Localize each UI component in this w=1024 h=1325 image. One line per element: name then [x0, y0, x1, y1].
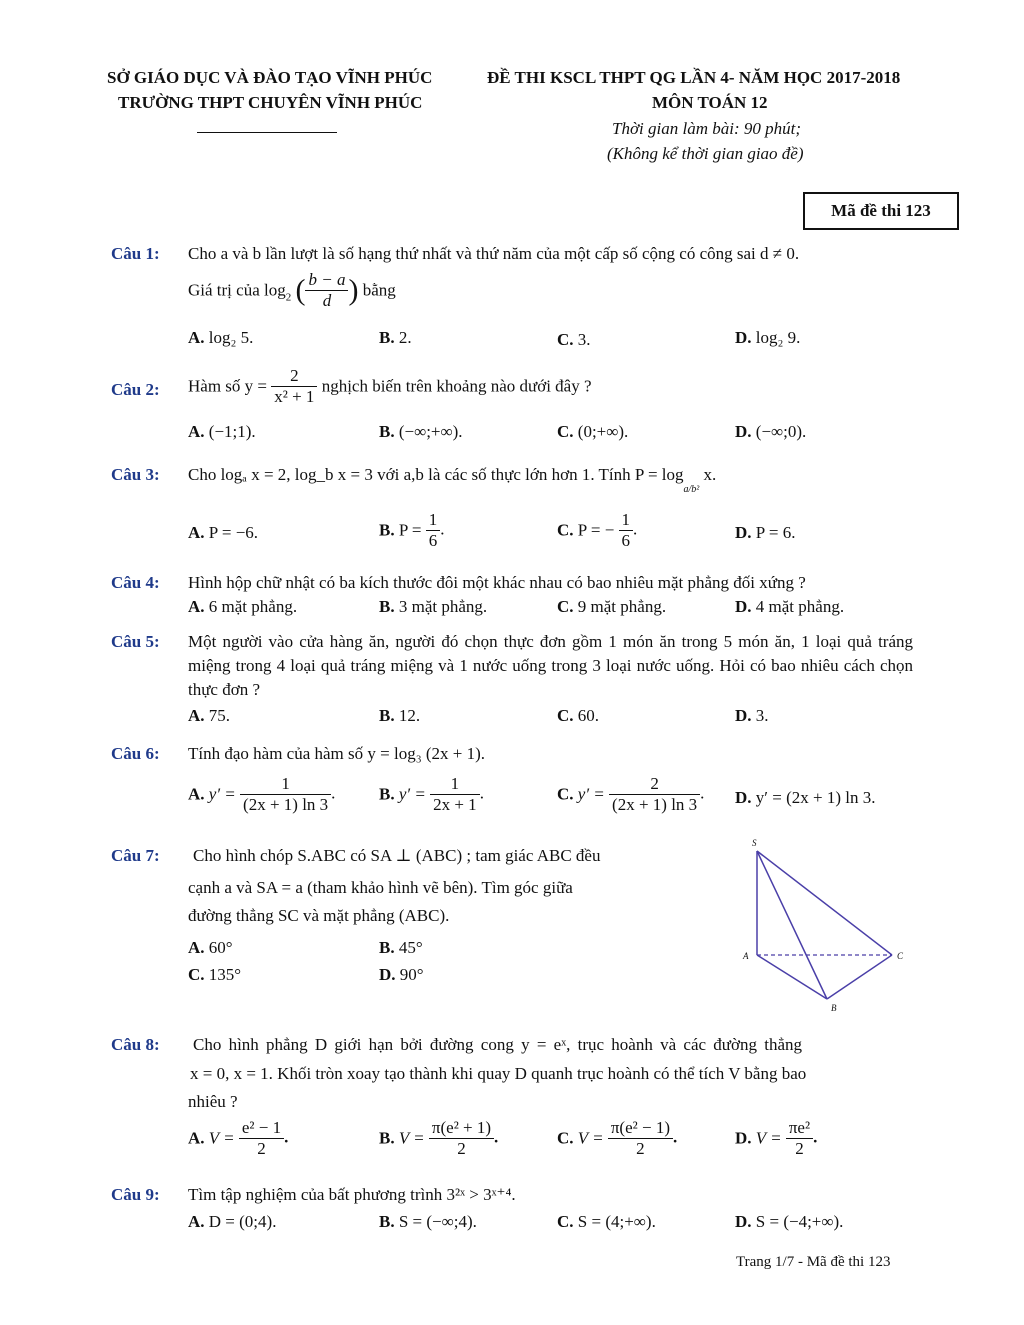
q2-option-b: B. (−∞;+∞). — [379, 422, 463, 441]
q4-option-a: A. 6 mặt phẳng. — [188, 597, 298, 616]
question-4-text: Hình hộp chữ nhật có ba kích thước đôi một khác nhau có bao nhiêu mặt phẳng đối xứng ? — [188, 573, 806, 592]
exam-title: ĐỀ THI KSCL THPT QG LẦN 4- NĂM HỌC 2017-2018 — [487, 68, 901, 87]
subject-title: MÔN TOÁN 12 — [652, 93, 768, 112]
question-9-label: Câu 9: — [111, 1185, 160, 1204]
vertex-s-label: S — [752, 838, 757, 848]
q4-option-d: D. 4 mặt phẳng. — [735, 597, 845, 616]
q3-option-a: A. P = −6. — [188, 523, 259, 542]
question-1-text: Cho a và b lần lượt là số hạng thứ nhất và thứ năm của một cấp số cộng có công sai d ≠ 0. — [188, 244, 800, 263]
q9-option-b: B. S = (−∞;4). — [379, 1212, 477, 1231]
page-footer: Trang 1/7 - Mã đề thi 123 — [736, 1254, 891, 1270]
q1-option-d: D. log₂ 9. — [735, 328, 801, 347]
question-7-label: Câu 7: — [111, 846, 160, 865]
q8-option-b: B. V = $\frac{\text{π(e² + 1)}}{2}$ . — [379, 1118, 499, 1158]
q8-option-d: D. V = $\frac{\text{πe²}}{2}$ . — [735, 1118, 818, 1158]
question-1-label: Câu 1: — [111, 244, 160, 263]
question-7-line-3: đường thẳng SC và mặt phẳng (ABC). — [188, 906, 450, 925]
question-3-text: Cho logₐ x = 2, log_b x = 3 với a,b là các số thực lớn hơn 1. Tính $P = \log_{a/b^2} x$. — [188, 465, 717, 495]
question-8-line-1: Cho hình phẳng D giới hạn bởi đường cong y = eˣ, trục hoành và các đường thẳng — [193, 1035, 803, 1054]
q2-option-a: A. (−1;1). — [188, 422, 256, 441]
q3-option-d: D. P = 6. — [735, 523, 796, 542]
q2-option-d: D. (−∞;0). — [735, 422, 807, 441]
question-7-line-1: Cho hình chóp S.ABC có SA ⊥ (ABC) ; tam giác ABC đều — [193, 846, 601, 865]
question-2-text: Hàm số y = $\frac{2}{\text{x² + 1}}$ nghịch biến trên khoảng nào dưới đây ? — [188, 366, 592, 406]
q9-option-c: C. S = (4;+∞). — [557, 1212, 656, 1231]
q5-option-d: D. 3. — [735, 706, 769, 725]
q4-option-b: B. 3 mặt phẳng. — [379, 597, 488, 616]
q6-option-b: B. y′ = $\frac{1}{2x + 1}$ . — [379, 774, 484, 814]
question-4-label: Câu 4: — [111, 573, 160, 592]
q5-option-a: A. 75. — [188, 706, 231, 725]
q7-option-b: B. 45° — [379, 938, 423, 957]
q5-option-c: C. 60. — [557, 706, 600, 725]
q2-option-c: C. (0;+∞). — [557, 422, 629, 441]
q3-option-b: B. P = $\frac{1}{6}$ . — [379, 510, 445, 550]
q7-option-d: D. 90° — [379, 965, 424, 984]
q7-option-a: A. 60° — [188, 938, 233, 957]
q1-option-a: A. log₂ 5. — [188, 328, 254, 347]
question-5-label: Câu 5: — [111, 632, 160, 651]
question-3-label: Câu 3: — [111, 465, 160, 484]
pyramid-figure — [735, 835, 915, 1015]
q9-option-a: A. D = (0;4). — [188, 1212, 277, 1231]
department-name: SỞ GIÁO DỤC VÀ ĐÀO TẠO VĨNH PHÚC — [107, 68, 433, 87]
q1-option-b: B. 2. — [379, 328, 412, 347]
q6-option-c: C. y′ = $\frac{2}{(2x + 1) \ln 3}$ . — [557, 774, 705, 814]
q4-option-c: C. 9 mặt phẳng. — [557, 597, 667, 616]
q6-option-a: A. y′ = $\frac{1}{(2x + 1) \ln 3}$ . — [188, 774, 336, 814]
question-8-label: Câu 8: — [111, 1035, 160, 1054]
question-6-text: Tính đạo hàm của hàm số y = log₃ (2x + 1). — [188, 744, 486, 763]
q5-option-b: B. 12. — [379, 706, 421, 725]
exam-code-box: Mã đề thi 123 — [803, 192, 959, 230]
exam-time: Thời gian làm bài: 90 phút; — [612, 119, 801, 138]
question-8-line-2: x = 0, x = 1. Khối tròn xoay tạo thành khi quay D quanh trục hoành có thể tích V bằng bao — [190, 1064, 807, 1083]
q3-option-c: C. P = − $\frac{1}{6}$ . — [557, 510, 638, 550]
q7-option-c: C. 135° — [188, 965, 242, 984]
q9-option-d: D. S = (−4;+∞). — [735, 1212, 844, 1231]
header-underline — [197, 132, 337, 133]
question-7-line-2: cạnh a và SA = a (tham khảo hình vẽ bên). Tìm góc giữa — [188, 878, 573, 897]
question-8-line-3: nhiêu ? — [188, 1092, 238, 1111]
exam-time-note: (Không kể thời gian giao đề) — [607, 144, 804, 163]
vertex-c-label: C — [897, 951, 904, 961]
vertex-b-label: B — [831, 1003, 837, 1013]
vertex-a-label: A — [743, 951, 749, 961]
question-9-text: Tìm tập nghiệm của bất phương trình 3²ˣ > 3ˣ⁺⁴. — [188, 1185, 516, 1204]
q8-option-c: C. V = $\frac{\text{π(e² − 1)}}{2}$ . — [557, 1118, 678, 1158]
q1-option-c: C. 3. — [557, 330, 591, 349]
q8-option-a: A. V = $\frac{\text{e² − 1}}{2}$ . — [188, 1118, 289, 1158]
question-1-expression: Giá trị của $\log_2$ ( $\frac{b - a}{d}$ ) bằng — [188, 270, 396, 310]
question-6-label: Câu 6: — [111, 744, 160, 763]
school-name: TRƯỜNG THPT CHUYÊN VĨNH PHÚC — [118, 93, 423, 112]
question-5-text: Một người vào cửa hàng ăn, người đó chọn thực đơn gồm 1 món ăn trong 5 món ăn, 1 loại quả tráng miệng trong 4 loại quả tráng miệng và 1 nước uống trong 3 loại nước uống. Hỏi có bao nhiêu cách chọn thực đơn ? — [188, 632, 913, 699]
question-2-label: Câu 2: — [111, 380, 160, 399]
q6-option-d: D. y′ = (2x + 1) ln 3. — [735, 788, 876, 807]
